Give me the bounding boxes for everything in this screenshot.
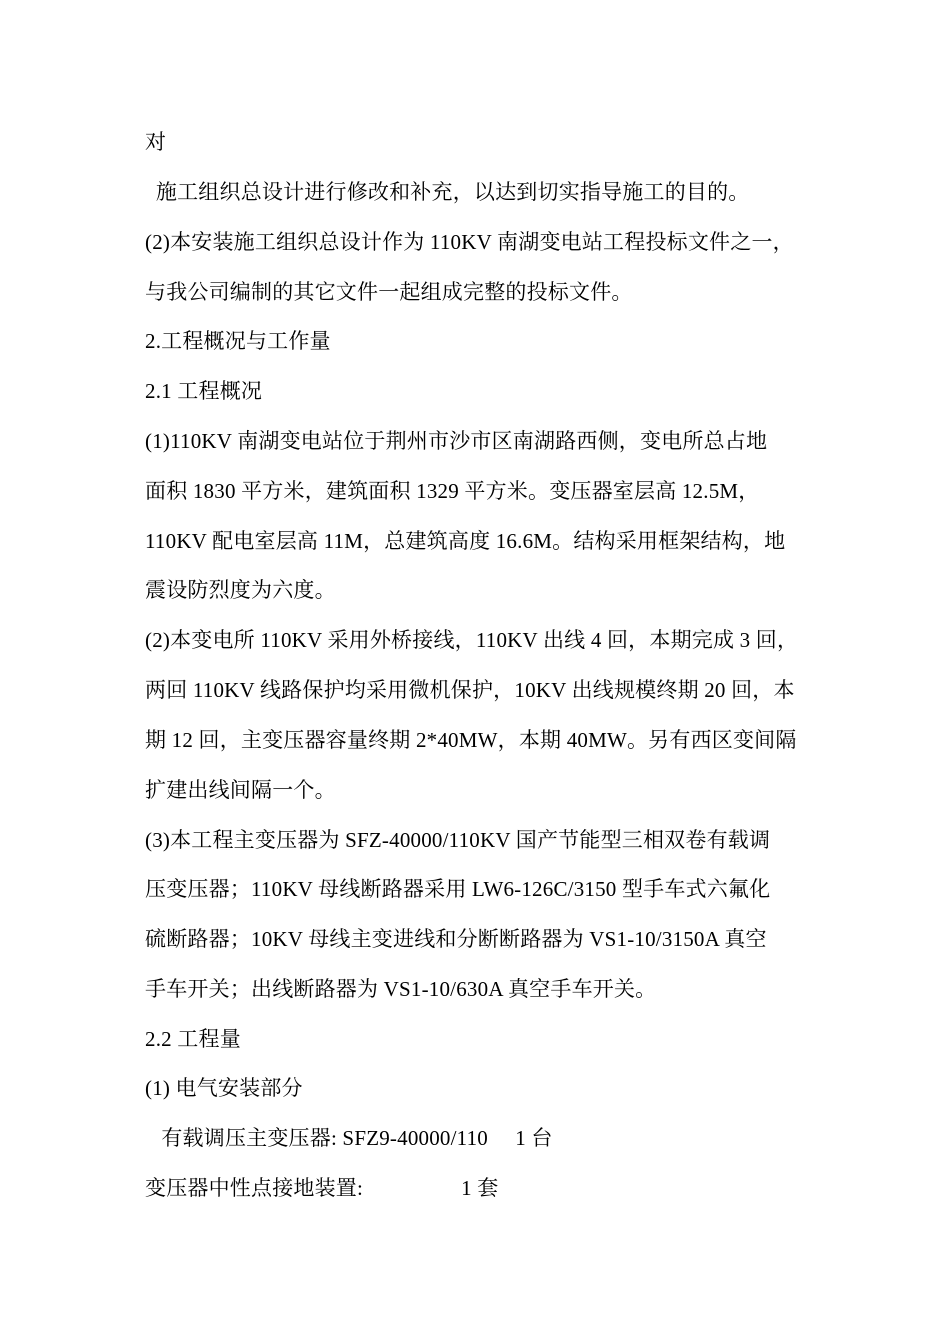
text-line: 110KV 配电室层高 11M，总建筑高度 16.6M。结构采用框架结构，地	[145, 529, 786, 553]
text-line: (2)本安装施工组织总设计作为 110KV 南湖变电站工程投标文件之一，	[145, 230, 794, 254]
subsection-heading: 2.2 工程量	[145, 1027, 241, 1051]
text-line: (1)110KV 南湖变电站位于荆州市沙市区南湖路西侧，变电所总占地	[145, 429, 768, 453]
text-line: 期 12 回，主变压器容量终期 2*40MW，本期 40MW。另有西区变间隔	[145, 728, 797, 752]
section-heading: 2.工程概况与工作量	[145, 329, 331, 353]
text-line: (2)本变电所 110KV 采用外桥接线，110KV 出线 4 回，本期完成 3 回，	[145, 628, 799, 652]
text-line: 震设防烈度为六度。	[145, 578, 336, 602]
text-line: 与我公司编制的其它文件一起组成完整的投标文件。	[145, 280, 633, 304]
text-line: 面积 1830 平方米，建筑面积 1329 平方米。变压器室层高 12.5M，	[145, 479, 760, 503]
subsection-heading: (1) 电气安装部分	[145, 1076, 303, 1100]
equipment-item: 变压器中性点接地装置: 1 套	[145, 1176, 499, 1200]
text-line: 手车开关；出线断路器为 VS1-10/630A 真空手车开关。	[145, 977, 657, 1001]
text-line: 两回 110KV 线路保护均采用微机保护，10KV 出线规模终期 20 回，本	[145, 678, 795, 702]
text-line: 压变压器；110KV 母线断路器采用 LW6-126C/3150 型手车式六氟化	[145, 877, 771, 901]
text-line: 硫断路器；10KV 母线主变进线和分断断路器为 VS1-10/3150A 真空	[145, 927, 767, 951]
text-line: (3)本工程主变压器为 SFZ-40000/110KV 国产节能型三相双卷有载调	[145, 828, 771, 852]
equipment-item: 有载调压主变压器: SFZ9-40000/110 1 台	[145, 1126, 553, 1150]
text-line: 施工组织总设计进行修改和补充，以达到切实指导施工的目的。	[145, 180, 750, 204]
text-line: 对	[145, 130, 167, 154]
subsection-heading: 2.1 工程概况	[145, 379, 263, 403]
text-line: 扩建出线间隔一个。	[145, 778, 336, 802]
